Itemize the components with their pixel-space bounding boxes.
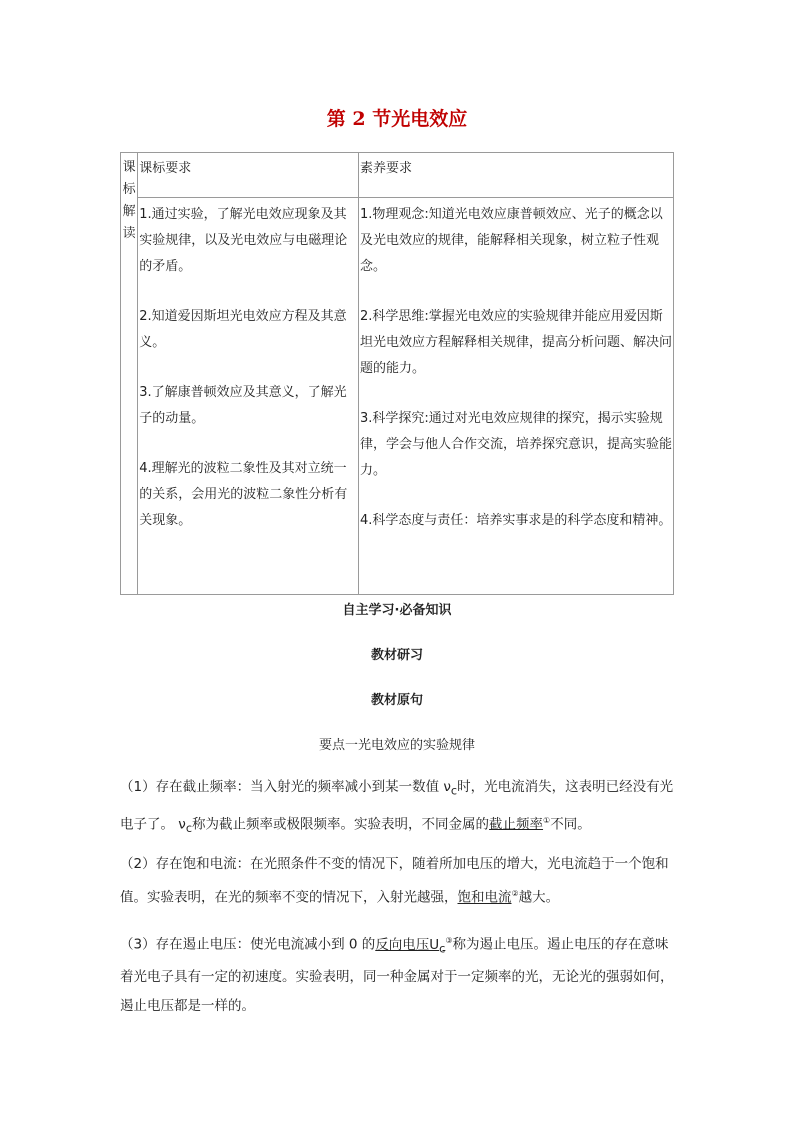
- section-heading-key-point: 要点一光电效应的实验规律: [318, 738, 475, 753]
- table-header-row: [121, 153, 674, 198]
- underlined-term: 饱和电流: [457, 889, 512, 906]
- text-run: 称为遏止电压。遏止电压的存在意味着光电子具有一定的初速度。实验表明，同一种金属对于一定频率的光，无论光的强弱如何，遏止电压都是一样的。: [120, 936, 674, 1015]
- text-run: （1）存在截止频率：当入射光的频率减小到某一数值 ν: [120, 779, 451, 795]
- col2-item: 2.科学思维:掌握光电效应的实验规律并能应用爱因斯坦光电效应方程解释相关规律，提高分析问题、解决问题的能力。: [359, 309, 672, 376]
- col2-item: 3.科学探究:通过对光电效应规律的探究，揭示实验规律，学会与他人合作交流，培养探究意识，提高实验能力。: [359, 411, 672, 478]
- col2-body: [358, 198, 673, 595]
- col1-item: 2.知道爱因斯坦光电效应方程及其意义。: [139, 309, 347, 350]
- section-heading-textbook-study: 教材研习: [370, 648, 423, 663]
- col1-body: [138, 198, 359, 595]
- subscript: c: [439, 942, 446, 956]
- side-label-cell: [121, 153, 138, 595]
- col1-item: 1.通过实验，了解光电效应现象及其实验规律，以及光电效应与电磁理论的矛盾。: [139, 207, 348, 274]
- table-body-row: [121, 198, 674, 595]
- col1-item: 3.了解康普顿效应及其意义，了解光子的动量。: [139, 385, 347, 426]
- page-title: 第 2 节光电效应: [326, 108, 468, 130]
- underlined-term: [375, 936, 446, 956]
- text-run: 反向电压U: [375, 936, 440, 953]
- section-heading-original-text: 教材原句: [370, 693, 423, 708]
- col2-header: 素养要求: [358, 153, 673, 198]
- section-heading-self-study: 自主学习·必备知识: [342, 603, 452, 618]
- requirements-table: [120, 152, 674, 595]
- paragraph-saturation-current: [120, 850, 676, 913]
- text-run: （3）存在遏止电压：使光电流减小到 0 的: [120, 936, 376, 953]
- footnote-marker: ③: [445, 936, 453, 945]
- side-label-char: 解: [122, 204, 136, 219]
- subscript: c: [450, 784, 458, 798]
- paragraph-stopping-voltage: [120, 926, 676, 1021]
- text-run: （2）存在饱和电流：在光照条件不变的情况下，随着所加电压的增大，光电流趋于一个饱和值。实验表明，在光的频率不变的情况下，入射光越强，: [120, 856, 669, 906]
- text-run: 称为截止频率或极限频率。实验表明，不同金属的: [192, 816, 490, 833]
- side-label-char: 课: [122, 160, 136, 175]
- col2-item: 1.物理观念:知道光电效应康普顿效应、光子的概念以及光电效应的规律，能解释相关现象，树立粒子性观念。: [359, 207, 663, 274]
- text-run: 不同。: [550, 816, 591, 833]
- col1-item: 4.理解光的波粒二象性及其对立统一的关系，会用光的波粒二象性分析有关现象。: [139, 461, 348, 528]
- side-label-char: 标: [122, 182, 136, 197]
- text-run: 时，光电流消失，这表明已经没有光电子了。 ν: [120, 779, 674, 833]
- subscript: c: [185, 821, 193, 835]
- footnote-marker: ①: [543, 815, 551, 825]
- underlined-term: 截止频率: [489, 816, 544, 833]
- side-label-char: 读: [122, 226, 136, 241]
- col2-item: 4.科学态度与责任：培养实事求是的科学态度和精神。: [359, 513, 672, 528]
- footnote-marker: ②: [511, 889, 519, 898]
- paragraph-cutoff-frequency: [120, 773, 676, 843]
- text-run: 越大。: [518, 889, 560, 906]
- col1-header: 课标要求: [138, 153, 359, 198]
